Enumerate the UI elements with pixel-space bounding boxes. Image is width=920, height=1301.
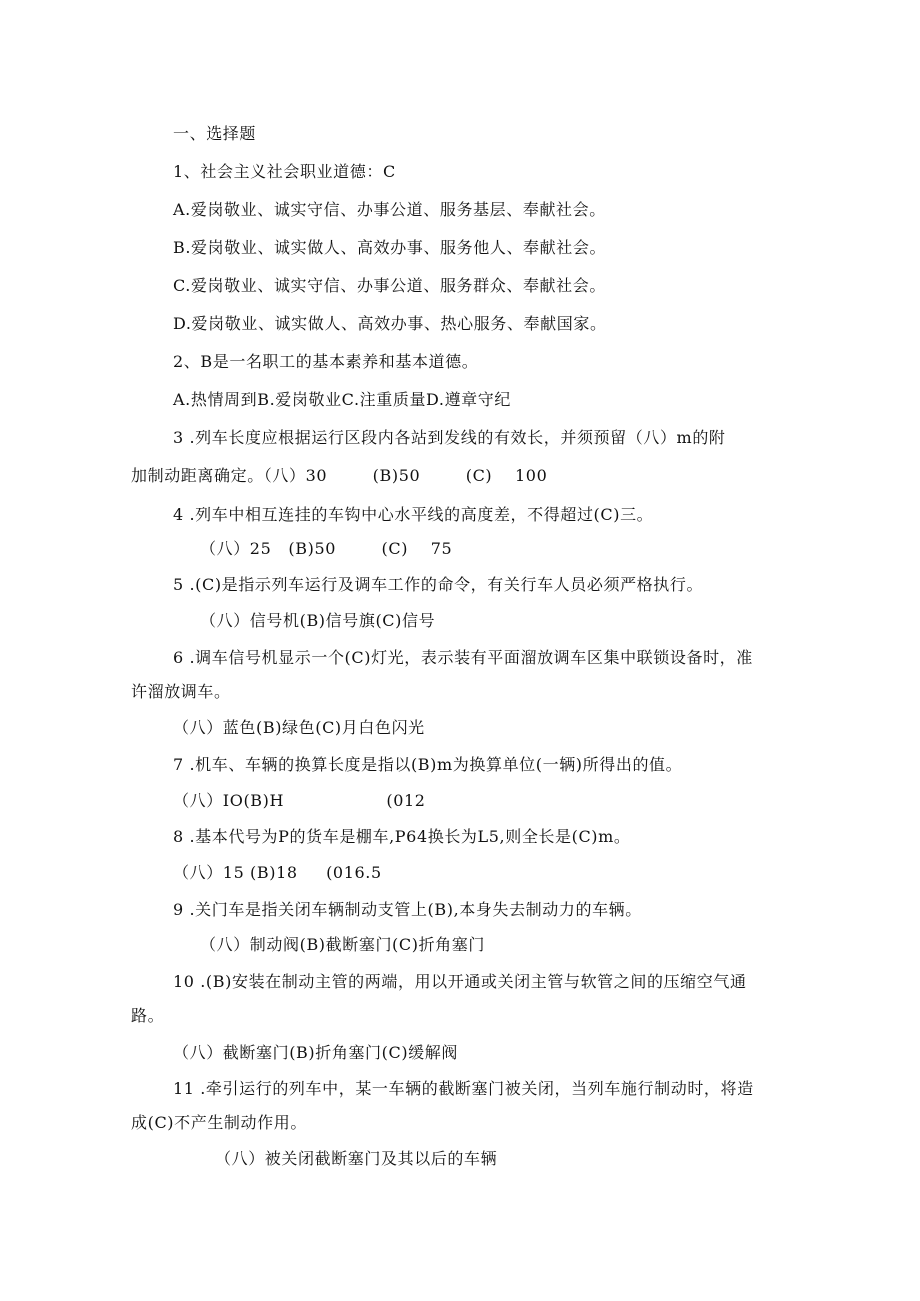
question-8-options: （八）15 (B)18 (016.5: [173, 863, 382, 882]
question-1-option-a: A.爱岗敬业、诚实守信、办事公道、服务基层、奉献社会。: [173, 200, 606, 219]
question-7-options: （八）IO(B)H (012: [173, 791, 426, 810]
question-3-continued: 加制动距离确定。（八）30 (B)50 (C) 100: [131, 466, 548, 485]
question-3: 3 .列车长度应根据运行区段内各站到发线的有效长，并须预留（八）m的附: [173, 428, 726, 447]
question-11-options: （八）被关闭截断塞门及其以后的车辆: [215, 1149, 498, 1168]
question-9-options: （八）制动阀(B)截断塞门(C)折角塞门: [200, 935, 485, 954]
question-1-option-c: C.爱岗敬业、诚实守信、办事公道、服务群众、奉献社会。: [173, 276, 606, 295]
question-8: 8 .基本代号为P的货车是棚车,P64换长为L5,则全长是(C)m。: [173, 827, 631, 846]
question-1-option-b: B.爱岗敬业、诚实做人、高效办事、服务他人、奉献社会。: [173, 238, 607, 257]
question-6: 6 .调车信号机显示一个(C)灯光，表示装有平面溜放调车区集中联锁设备时，准: [173, 648, 753, 667]
question-11: 11 .牵引运行的列车中，某一车辆的截断塞门被关闭，当列车施行制动时，将造: [173, 1079, 754, 1098]
question-6-options: （八）蓝色(B)绿色(C)月白色闪光: [173, 718, 425, 737]
question-10: 10 .(B)安装在制动主管的两端，用以开通或关闭主管与软管之间的压缩空气通: [173, 972, 747, 991]
question-10-continued: 路。: [131, 1006, 165, 1025]
question-2-options: A.热情周到B.爱岗敬业C.注重质量D.遵章守纪: [173, 390, 511, 409]
question-4: 4 .列车中相互连挂的车钩中心水平线的高度差，不得超过(C)三。: [173, 505, 654, 524]
question-4-options: （八）25 (B)50 (C) 75: [200, 539, 453, 558]
question-1-option-d: D.爱岗敬业、诚实做人、高效办事、热心服务、奉献国家。: [173, 314, 607, 333]
question-5-options: （八）信号机(B)信号旗(C)信号: [200, 611, 436, 630]
question-11-continued: 成(C)不产生制动作用。: [131, 1113, 307, 1132]
question-6-continued: 许溜放调车。: [131, 682, 231, 701]
question-5: 5 .(C)是指示列车运行及调车工作的命令，有关行车人员必须严格执行。: [173, 575, 704, 594]
question-7: 7 .机车、车辆的换算长度是指以(B)m为换算单位(一辆)所得出的值。: [173, 755, 683, 774]
question-9: 9 .关门车是指关闭车辆制动支管上(B),本身失去制动力的车辆。: [173, 900, 642, 919]
question-1: 1、社会主义社会职业道德：C: [173, 162, 396, 181]
section-heading: 一、选择题: [173, 124, 257, 143]
question-2: 2、B是一名职工的基本素养和基本道德。: [173, 352, 479, 371]
question-10-options: （八）截断塞门(B)折角塞门(C)缓解阀: [173, 1043, 458, 1062]
